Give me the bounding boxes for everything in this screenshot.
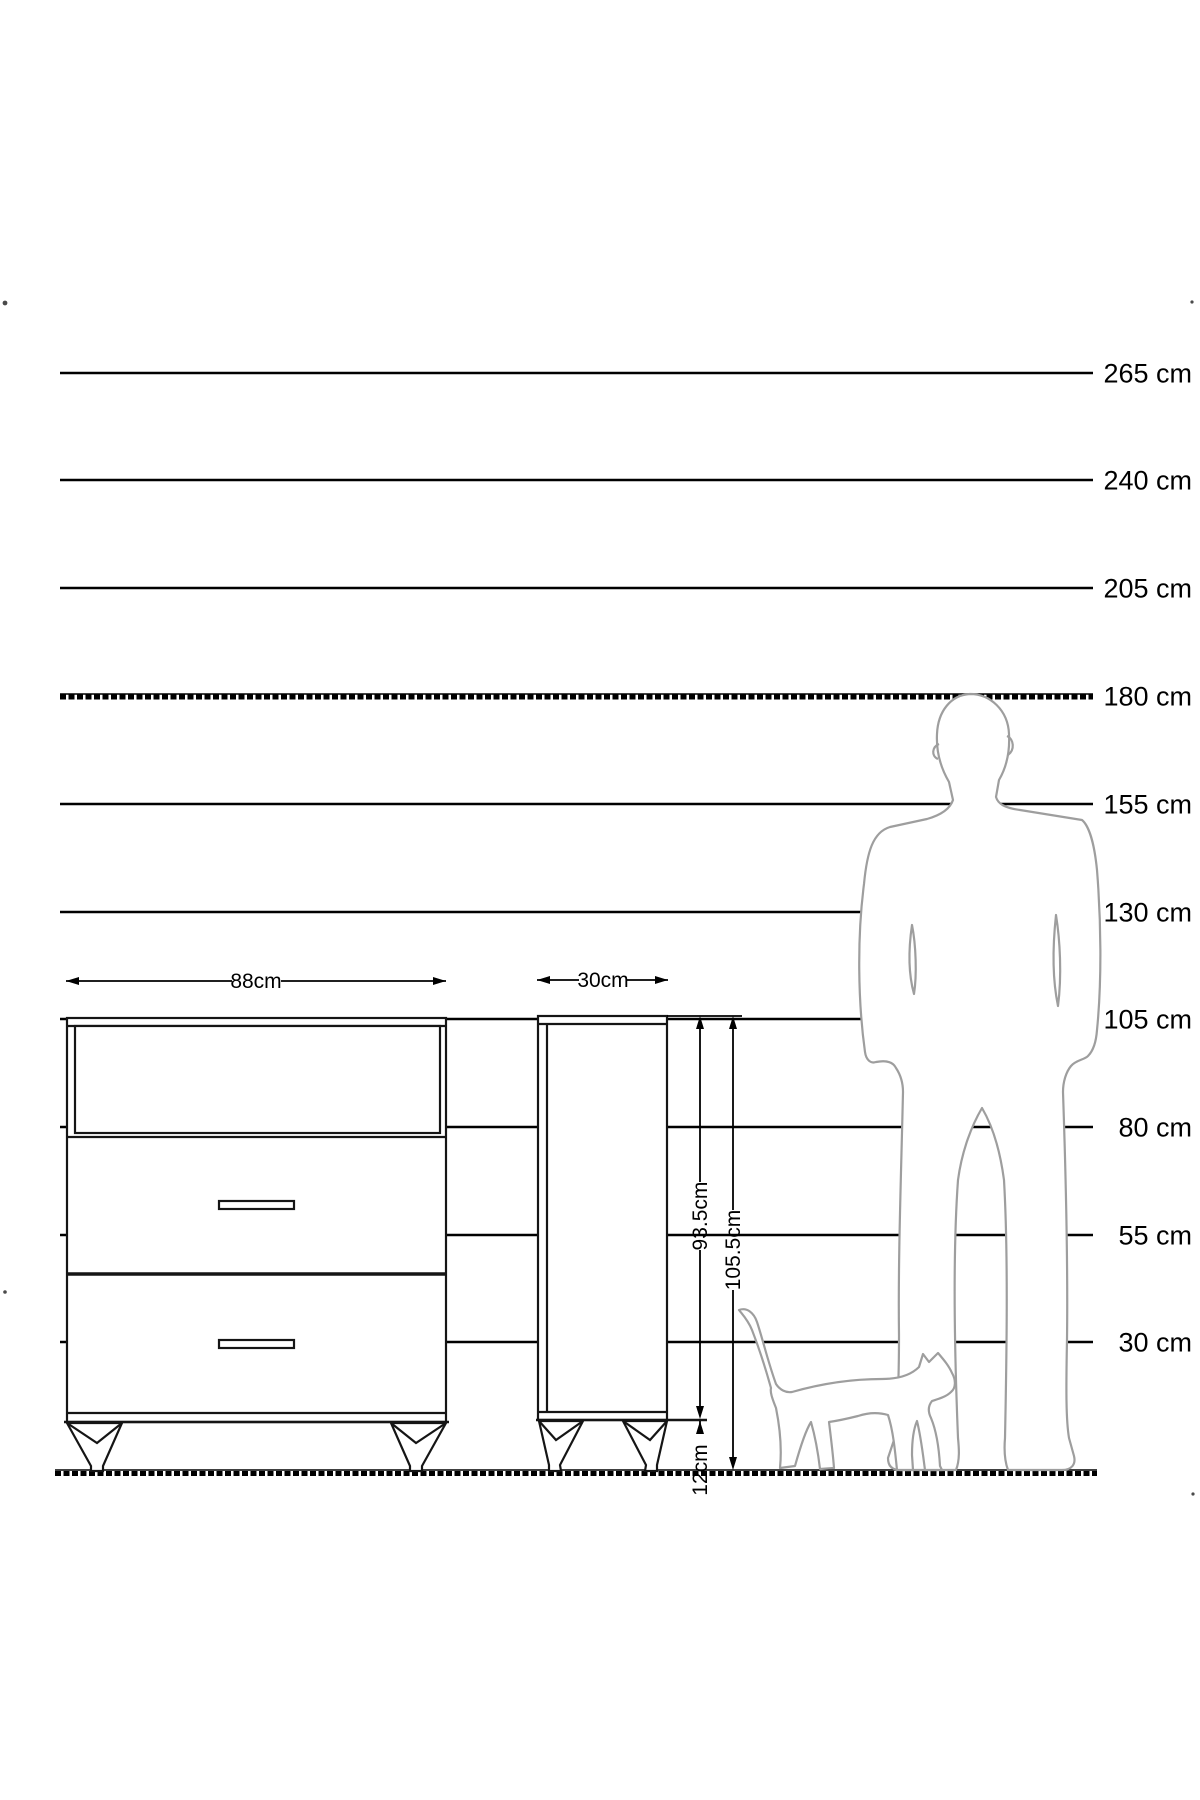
side-outer-body (538, 1016, 667, 1420)
front-drawer-handle-top (219, 1201, 294, 1209)
scale-label: 155 cm (1103, 789, 1192, 820)
dim-total-height-label: 105.5cm (722, 1209, 745, 1291)
scale-label: 240 cm (1103, 465, 1192, 496)
scale-label: 205 cm (1103, 573, 1192, 604)
dim-side-width-label: 30cm (577, 969, 629, 992)
scale-label: 80 cm (1118, 1112, 1192, 1143)
front-drawer-handle-bottom (219, 1340, 294, 1348)
scale-label: 55 cm (1118, 1220, 1192, 1251)
scale-label: 30 cm (1118, 1327, 1192, 1358)
dim-front-width-label: 88cm (230, 970, 282, 993)
scale-label: 180 cm (1103, 681, 1192, 712)
dim-body-height-label: 93.5cm (689, 1181, 712, 1251)
scale-label: 130 cm (1103, 897, 1192, 928)
dim-leg-height-label: 12cm (689, 1444, 712, 1496)
dresser-front-view (64, 1018, 449, 1471)
front-open-shelf (75, 1026, 440, 1133)
scale-label: 265 cm (1103, 358, 1192, 389)
scale-label: 105 cm (1103, 1004, 1192, 1035)
